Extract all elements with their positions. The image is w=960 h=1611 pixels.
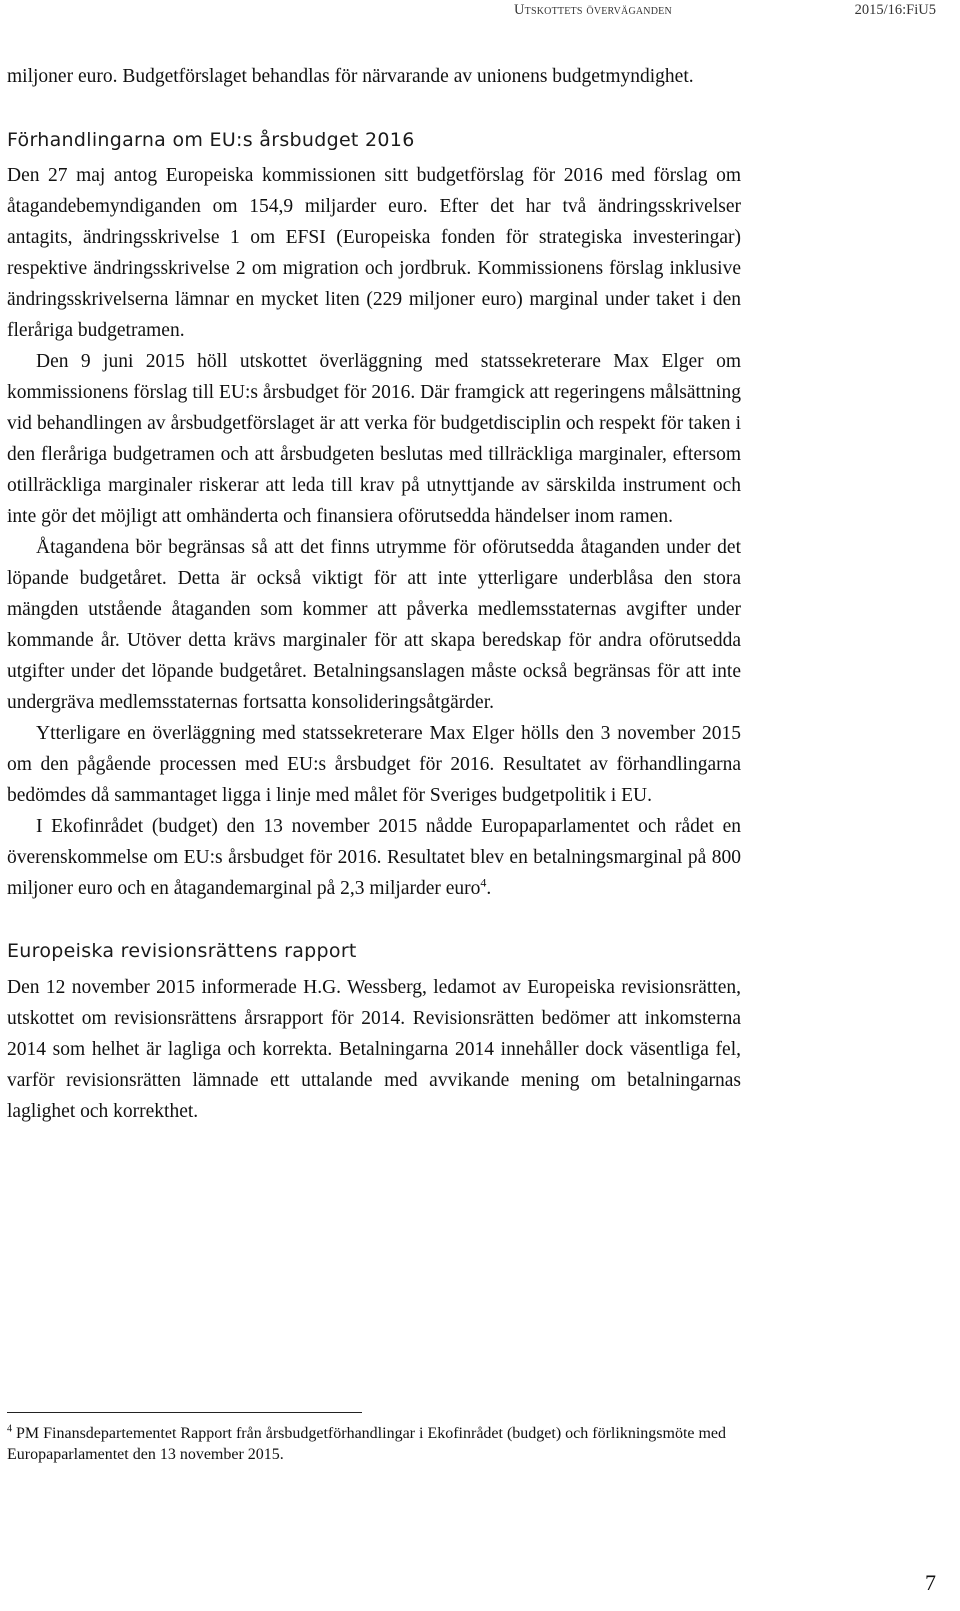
page-body	[7, 56, 741, 1127]
footnote-separator	[7, 1412, 362, 1413]
section-heading-court-of-auditors: Europeiska revisionsrättens rapport	[7, 940, 357, 962]
running-header-section: Utskottets överväganden	[514, 2, 672, 18]
paragraph-november-consultation: Ytterligare en överläggning med statssekreterare Max Elger hölls den 3 november 2015 om den pågående processen med EU:s årsbudget för 2016. Resultatet av förhandlingarna bedömdes då sammantaget ligga i linje med målet för Sveriges budgetpolitik i EU.	[7, 723, 741, 806]
section-heading-budget-2016: Förhandlingarna om EU:s årsbudget 2016	[7, 129, 415, 151]
paragraph-ecofin-end: .	[486, 878, 492, 899]
paragraph-june-consultation: Den 9 juni 2015 höll utskottet överläggning med statssekreterare Max Elger om kommissionens förslag till EU:s årsbudget för 2016. Där framgick att regeringens målsättning vid behandlingen av årsbudgetförslaget är att verka för budgetdisciplin och respekt för taken i den fleråriga budgetramen och att årsbudgeten beslutas med tillräckliga marginaler, eftersom otillräckliga marginaler riskerar att leda till krav på utnyttjande av särskilda instrument och inte gör det möjligt att omhänderta och finansiera oförutsedda händelser inom ramen.	[7, 351, 741, 527]
paragraph-ecofin-text: I Ekofinrådet (budget) den 13 november 2015 nådde Europaparlamentet och rådet en överenskommelse om EU:s årsbudget för 2016. Resultatet blev en betalningsmarginal på 800 miljoner euro och en åtagandemarginal på 2,3 miljarder euro	[7, 816, 741, 899]
paragraph-budget-proposal: Den 27 maj antog Europeiska kommissionen sitt budgetförslag för 2016 med förslag om åtagandebemyndiganden om 154,9 miljarder euro. Efter det har två ändringsskrivelser antagits, ändringsskrivelse 1 om EFSI (Europeiska fonden för strategiska investeringar) respektive ändringsskrivelse 2 om migration och jordbruk. Kommissionens förslag inklusive ändringsskrivelserna lämnar en mycket liten (229 miljoner euro) marginal under taket i den fleråriga budgetramen.	[7, 165, 741, 341]
paragraph-ecofin-agreement	[7, 811, 741, 904]
paragraph-court-of-auditors: Den 12 november 2015 informerade H.G. Wessberg, ledamot av Europeiska revisionsrätten, utskottet om revisionsrättens årsrapport för 2014. Revisionsrätten bedömer att inkomsterna 2014 som helhet är lagliga och korrekta. Betalningarna 2014 innehåller dock väsentliga fel, varför revisionsrätten lämnade ett uttalande med avvikande mening om betalningarnas laglighet och korrekthet.	[7, 977, 741, 1122]
page-header	[0, 0, 960, 36]
paragraph-continued: miljoner euro. Budgetförslaget behandlas för närvarande av unionens budgetmyndighet.	[7, 66, 694, 87]
footnote-number: 4	[7, 1423, 12, 1435]
running-header-doc-id: 2015/16:FiU5	[854, 2, 936, 18]
footnote-text: PM Finansdepartementet Rapport från årsbudgetförhandlingar i Ekofinrådet (budget) och förlikningsmöte med Europaparlamentet den 13 november 2015.	[7, 1425, 727, 1463]
paragraph-commitments: Åtagandena bör begränsas så att det finns utrymme för oförutsedda åtaganden under det löpande budgetåret. Detta är också viktigt för att inte ytterligare underblåsa den stora mängden utstående åtaganden som kommer att påverka medlemsstaternas avgifter under kommande år. Utöver detta krävs marginaler för att skapa beredskap för andra oförutsedda utgifter under det löpande budgetåret. Betalningsanslagen måste också begränsas för att inte undergräva medlemsstaternas fortsatta konsolideringsåtgärder.	[7, 537, 741, 713]
footnote-reference[interactable]: 4	[480, 875, 487, 890]
page-number: 7	[925, 1570, 936, 1595]
footnote	[7, 1423, 741, 1465]
